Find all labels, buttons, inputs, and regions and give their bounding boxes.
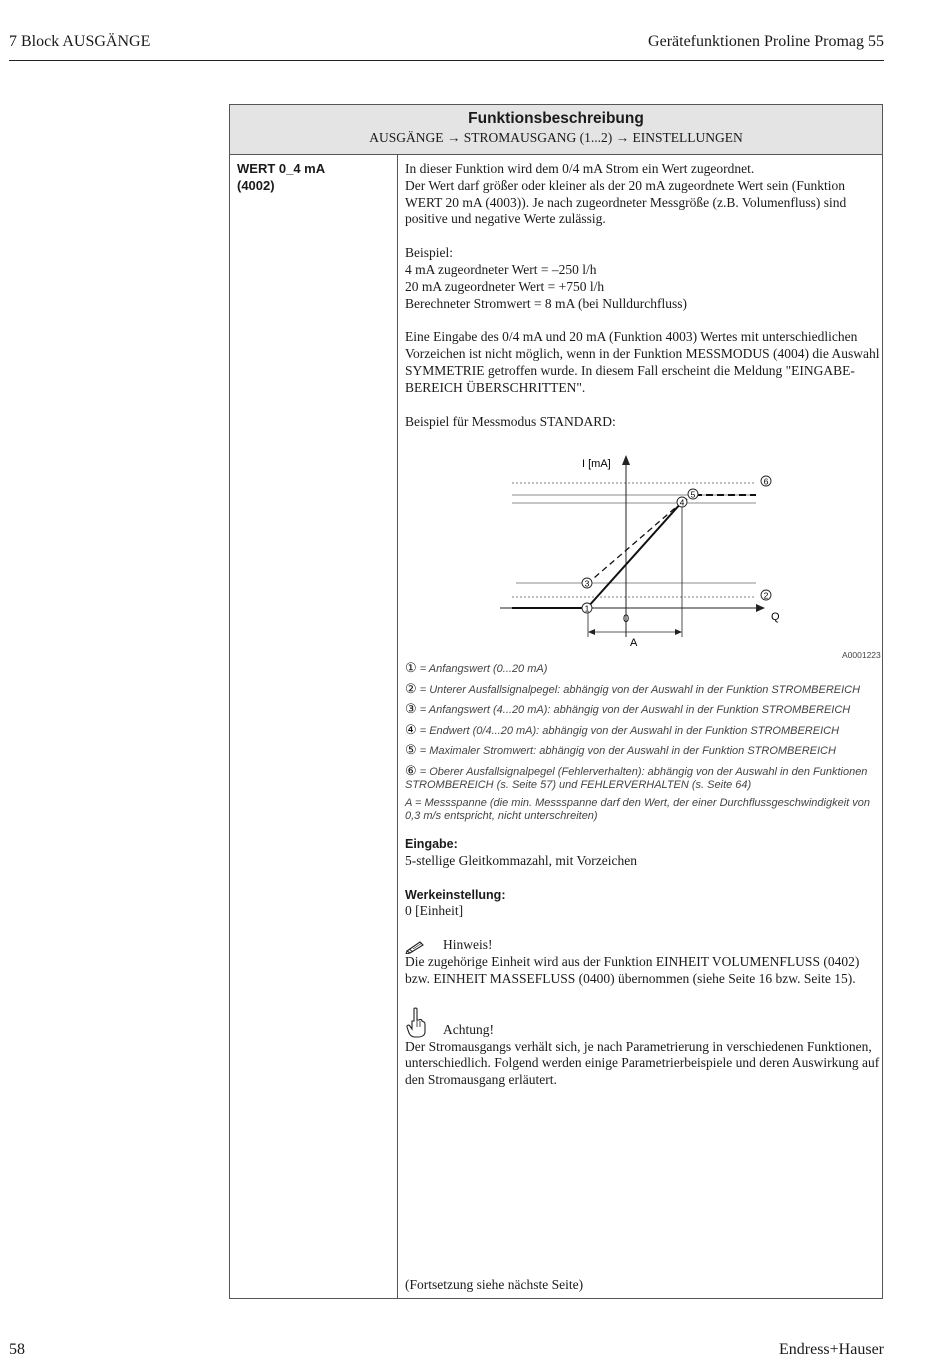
table-path: AUSGÄNGE → STROMAUSGANG (1...2) → EINSTELLUNGEN <box>369 130 743 145</box>
document-title: Gerätefunktionen Proline Promag 55 <box>648 33 884 50</box>
marker-6-label: 6 <box>763 476 769 487</box>
chapter-header: 7 Block AUSGÄNGE <box>9 33 151 50</box>
legend-item <box>405 743 880 758</box>
description-line: In dieser Funktion wird dem 0/4 mA Strom ein Wert zugeordnet. <box>405 161 755 176</box>
example-line: 4 mA zugeordneter Wert = –250 l/h <box>405 261 597 277</box>
pointing-hand-icon <box>405 1007 427 1039</box>
caution-text: Der Stromausgangs verhält sich, je nach Parametrierung in verschiedenen Funktionen, unterschiedlich. Folgend werden einige Parametrierbeispiele und deren Auswirkung auf den Stromausgang erläutert. <box>405 1038 880 1088</box>
input-label: Eingabe: <box>405 837 458 851</box>
description-block <box>405 161 880 430</box>
caution-label: Achtung! <box>443 1021 494 1037</box>
header-rule <box>9 60 884 61</box>
zero-label: 0 <box>623 613 630 625</box>
caution-heading <box>405 1007 880 1039</box>
sign-paragraph: Eine Eingabe des 0/4 mA und 20 mA (Funktion 4003) Wertes mit unterschiedlichen Vorzeichen ist nicht möglich, wenn in der Funktion MESSMODUS (4004) die Auswahl SYMMETRIE getroffen wurde. In diesem Fall erscheint die Meldung "EINGABE-BEREICH ÜBERSCHRITTEN". <box>405 329 880 395</box>
legend-text: = Anfangswert (0...20 mA) <box>419 663 548 675</box>
x-axis-label: Q <box>771 611 780 623</box>
example-title: Beispiel: <box>405 245 453 261</box>
legend-item <box>405 702 880 717</box>
continuation-note: (Fortsetzung siehe nächste Seite) <box>405 1277 584 1292</box>
legend-text: = Anfangswert (4...20 mA): abhängig von der Auswahl in der Funktion STROMBEREICH <box>419 704 851 716</box>
factory-setting-label: Werkeinstellung: <box>405 887 506 902</box>
legend-text: = Unterer Ausfallsignalpegel: abhängig von der Auswahl in der Funktion STROMBEREICH <box>419 683 861 696</box>
legend-text: = Endwert (0/4...20 mA): abhängig von der Auswahl in der Funktion STROMBEREICH <box>419 724 840 737</box>
settings-block <box>405 836 880 1089</box>
pencil-icon <box>405 938 427 954</box>
hint-heading <box>405 937 880 954</box>
function-name-cell <box>237 160 325 194</box>
brand-name: Endress+Hauser <box>779 1341 884 1358</box>
example-line: 20 mA zugeordneter Wert = +750 l/h <box>405 278 605 294</box>
y-axis-label: I [mA] <box>582 458 611 470</box>
legend-item <box>405 682 880 697</box>
description-line: Der Wert darf größer oder kleiner als der 20 mA zugeordnete Wert sein (Funktion WERT 20 mA (4003)). Je nach zugeordneter Messgröße (z.B. Volumenfluss) sind positive und negative Werte zulässig. <box>405 177 847 227</box>
y-axis-arrow <box>622 455 630 465</box>
page-number: 58 <box>9 1341 25 1358</box>
legend-number: ① <box>405 660 417 675</box>
function-code: (4002) <box>237 178 275 193</box>
x-axis-arrow <box>756 604 765 612</box>
marker-4-label: 4 <box>679 497 685 508</box>
legend-text: = Maximaler Stromwert: abhängig von der Auswahl in der Funktion STROMBEREICH <box>419 745 836 757</box>
output-curve-4ma-dashed <box>587 502 682 584</box>
span-arrow-left <box>588 629 595 635</box>
input-value: 5-stellige Gleitkommazahl, mit Vorzeichen <box>405 852 637 868</box>
marker-3-label: 3 <box>584 578 590 589</box>
legend-text: = Oberer Ausfallsignalpegel (Fehlerverhalten): abhängig von der Auswahl in den Funktionen STROMBEREICH (s. Seite 57) und FEHLERVERHALTEN (s. Seite 64) <box>405 765 868 791</box>
marker-1-label: 1 <box>584 603 590 614</box>
hint-text: Die zugehörige Einheit wird aus der Funktion EINHEIT VOLUMENFLUSS (0402) bzw. EINHEIT MASSEFLUSS (0400) übernommen (siehe Seite 16 bzw. Seite 15). <box>405 953 860 986</box>
table-header <box>230 105 882 155</box>
marker-2-label: 2 <box>763 590 769 601</box>
legend-number: ② <box>405 680 417 696</box>
span-label: A <box>630 637 638 649</box>
legend-item-span: A = Messspanne (die min. Messspanne darf den Wert, der einer Durchflussgeschwindigkeit von 0,3 m/s entspricht, nicht unterschreiten) <box>405 797 870 822</box>
current-output-diagram <box>500 447 900 662</box>
column-divider <box>397 154 398 1298</box>
function-table <box>229 104 883 1299</box>
legend-item <box>405 764 880 792</box>
legend-number: ③ <box>405 701 417 716</box>
legend-item <box>405 723 880 738</box>
table-title: Funktionsbeschreibung <box>468 110 644 127</box>
function-name: WERT 0_4 mA <box>237 161 326 176</box>
legend-number: ⑥ <box>405 762 417 778</box>
legend-item <box>405 661 880 676</box>
span-arrow-right <box>675 629 682 635</box>
standard-example-title: Beispiel für Messmodus STANDARD: <box>405 413 616 429</box>
marker-5-label: 5 <box>690 489 696 500</box>
hint-label: Hinweis! <box>443 937 493 953</box>
legend-number: ⑤ <box>405 742 417 757</box>
output-curve-rising-segment <box>584 502 682 608</box>
legend-number: ④ <box>405 721 417 737</box>
example-line: Berechneter Stromwert = 8 mA (bei Nulldurchfluss) <box>405 295 688 311</box>
figure-id: A0001223 <box>842 650 881 660</box>
factory-setting-value: 0 [Einheit] <box>405 903 464 919</box>
figure-legend <box>405 661 880 829</box>
